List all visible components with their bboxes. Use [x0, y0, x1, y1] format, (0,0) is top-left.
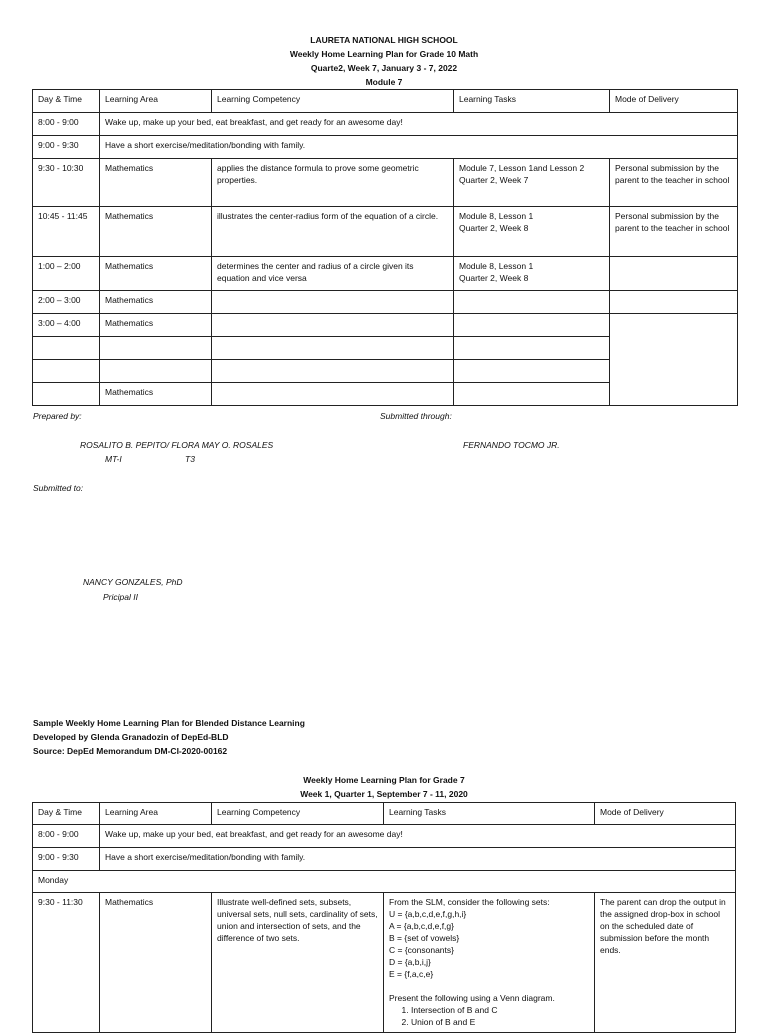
- plan2-title: Weekly Home Learning Plan for Grade 7: [303, 775, 465, 785]
- table-row: [33, 314, 738, 337]
- preparer-title-1: MT-I: [105, 454, 122, 464]
- table-row: [33, 257, 738, 291]
- header-day-time: Day & Time: [33, 803, 100, 825]
- task-instruction: Present the following using a Venn diagram.: [389, 993, 555, 1003]
- row-time: 2:00 – 3:00: [33, 291, 100, 314]
- row-tasks: [454, 337, 610, 360]
- plan2-period: Week 1, Quarter 1, September 7 - 11, 2020: [300, 789, 468, 799]
- row-area: [100, 360, 212, 383]
- row-area: Mathematics: [100, 207, 212, 257]
- row-competency: determines the center and radius of a circle given its equation and vice versa: [212, 257, 454, 291]
- header-learning-tasks: Learning Tasks: [384, 803, 595, 825]
- table-row: [33, 207, 738, 257]
- row-area: Mathematics: [100, 159, 212, 207]
- task-sets: From the SLM, consider the following sets: U = {a,b,c,d,e,f,g,h,i} A = {a,b,c,d,e,f,g} B = {set of vowels} C = {consonants} D = {a,b,i,j} E = {f,a,c,e}: [389, 897, 550, 979]
- row-time: 1:00 – 2:00: [33, 257, 100, 291]
- header-mode-of-delivery: Mode of Delivery: [595, 803, 736, 825]
- row-area: Mathematics: [100, 314, 212, 337]
- submitted-through-name: FERNANDO TOCMO JR.: [463, 440, 560, 450]
- source-line-2: Developed by Glenda Granadozin of DepEd-BLD: [33, 732, 229, 742]
- row-activity: Wake up, make up your bed, eat breakfast, and get ready for an awesome day!: [100, 825, 736, 848]
- day-row: Monday: [33, 871, 736, 893]
- preparer-names: ROSALITO B. PEPITO/ FLORA MAY O. ROSALES: [80, 440, 274, 450]
- learning-plan-table: [32, 89, 738, 406]
- row-mode: Personal submission by the parent to the teacher in school: [610, 159, 738, 207]
- row-time: 8:00 - 9:00: [33, 825, 100, 848]
- row-competency: illustrates the center-radius form of the equation of a circle.: [212, 207, 454, 257]
- row-competency: applies the distance formula to prove some geometric properties.: [212, 159, 454, 207]
- table-row: [33, 871, 736, 893]
- table-row: [33, 136, 738, 159]
- prepared-by-label: Prepared by:: [33, 411, 82, 421]
- table-row: [33, 848, 736, 871]
- row-competency: [212, 337, 454, 360]
- table-header-row: [33, 90, 738, 113]
- row-competency: [212, 291, 454, 314]
- list-item: 2. Union of B and E: [411, 1016, 589, 1028]
- row-competency: [212, 383, 454, 406]
- learning-plan-table-2: [32, 802, 736, 1033]
- row-tasks: [454, 291, 610, 314]
- row-area: Mathematics: [100, 383, 212, 406]
- school-name: LAURETA NATIONAL HIGH SCHOOL: [310, 35, 458, 45]
- row-tasks: [454, 314, 610, 337]
- row-time: [33, 360, 100, 383]
- row-time: 9:00 - 9:30: [33, 136, 100, 159]
- row-tasks: Module 7, Lesson 1and Lesson 2 Quarter 2, Week 7: [454, 159, 610, 207]
- row-competency: Illustrate well-defined sets, subsets, universal sets, null sets, cardinality of sets, union and intersection of sets, and the difference of two sets.: [212, 893, 384, 1033]
- source-line-3: Source: DepEd Memorandum DM-CI-2020-00162: [33, 746, 228, 756]
- row-area: Mathematics: [100, 257, 212, 291]
- row-tasks: [384, 893, 595, 1033]
- row-activity: Wake up, make up your bed, eat breakfast, and get ready for an awesome day!: [100, 113, 738, 136]
- row-mode: The parent can drop the output in the assigned drop-box in school on the scheduled date of submission before the month ends.: [595, 893, 736, 1033]
- row-tasks: Module 8, Lesson 1 Quarter 2, Week 8: [454, 207, 610, 257]
- row-time: 9:00 - 9:30: [33, 848, 100, 871]
- row-time: 3:00 – 4:00: [33, 314, 100, 337]
- table-row: [33, 825, 736, 848]
- list-item: 1. Intersection of B and C: [411, 1004, 589, 1016]
- header-learning-area: Learning Area: [100, 803, 212, 825]
- task-list: [389, 1004, 589, 1028]
- row-tasks: [454, 383, 610, 406]
- row-mode: [610, 257, 738, 291]
- header-learning-area: Learning Area: [100, 90, 212, 113]
- row-mode: [610, 291, 738, 314]
- row-area: [100, 337, 212, 360]
- row-activity: Have a short exercise/meditation/bonding with family.: [100, 848, 736, 871]
- row-mode: Personal submission by the parent to the teacher in school: [610, 207, 738, 257]
- plan-period: Quarte2, Week 7, January 3 - 7, 2022: [310, 63, 458, 73]
- row-competency: [212, 360, 454, 383]
- table-row: [33, 113, 738, 136]
- row-competency: [212, 314, 454, 337]
- row-area: Mathematics: [100, 893, 212, 1033]
- row-time: 9:30 - 10:30: [33, 159, 100, 207]
- row-tasks: [454, 360, 610, 383]
- plan-module: Module 7: [365, 77, 403, 87]
- header-learning-competency: Learning Competency: [212, 803, 384, 825]
- preparer-title-2: T3: [185, 454, 195, 464]
- table-row: [33, 159, 738, 207]
- row-time: 10:45 - 11:45: [33, 207, 100, 257]
- row-tasks: Module 8, Lesson 1 Quarter 2, Week 8: [454, 257, 610, 291]
- header-day-time: Day & Time: [33, 90, 100, 113]
- header-learning-tasks: Learning Tasks: [454, 90, 610, 113]
- plan-title: Weekly Home Learning Plan for Grade 10 Math: [289, 49, 479, 59]
- header-learning-competency: Learning Competency: [212, 90, 454, 113]
- source-line-1: Sample Weekly Home Learning Plan for Blended Distance Learning: [33, 718, 305, 728]
- row-time: [33, 383, 100, 406]
- table-row: [33, 893, 736, 1033]
- row-time: 8:00 - 9:00: [33, 113, 100, 136]
- row-time: 9:30 - 11:30: [33, 893, 100, 1033]
- submitted-through-label: Submitted through:: [380, 411, 452, 421]
- row-mode: [610, 314, 738, 406]
- row-area: Mathematics: [100, 291, 212, 314]
- header-mode-of-delivery: Mode of Delivery: [610, 90, 738, 113]
- principal-title: Pricipal II: [103, 592, 138, 602]
- table-header-row: [33, 803, 736, 825]
- table-row: [33, 291, 738, 314]
- submitted-to-label: Submitted to:: [33, 483, 84, 493]
- row-activity: Have a short exercise/meditation/bonding with family.: [100, 136, 738, 159]
- row-time: [33, 337, 100, 360]
- principal-name: NANCY GONZALES, PhD: [83, 577, 183, 587]
